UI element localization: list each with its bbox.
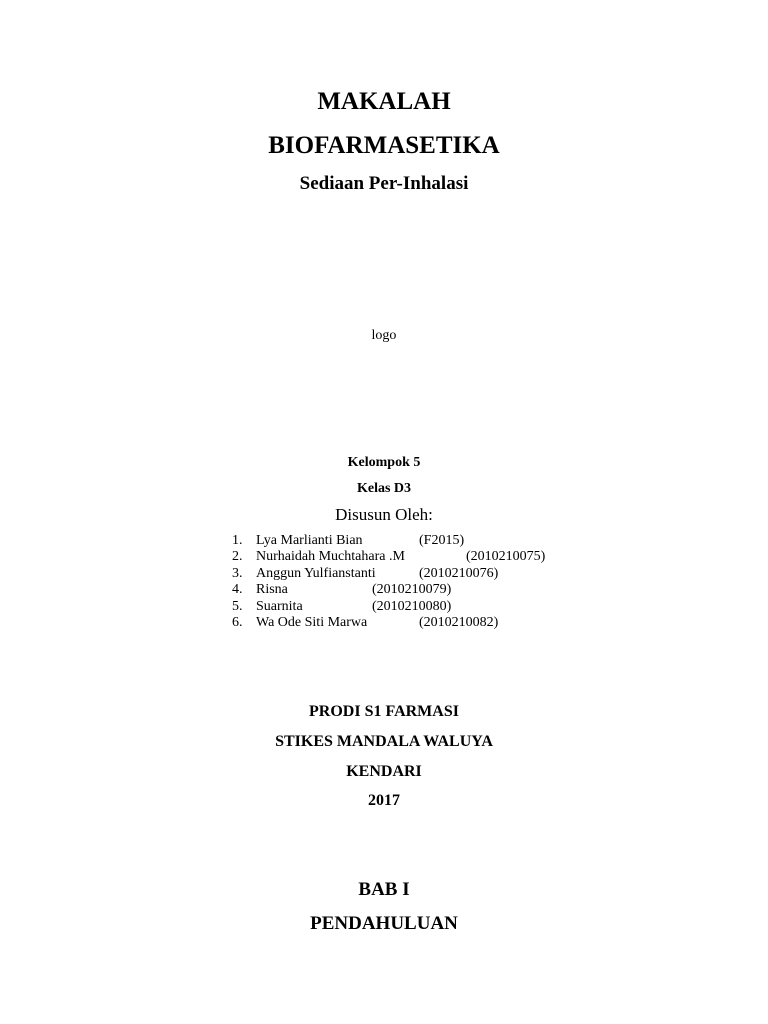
member-id: (2010210080) bbox=[372, 598, 452, 614]
study-program: PRODI S1 FARMASI bbox=[309, 703, 459, 720]
member-id: (F2015) bbox=[419, 533, 465, 548]
member-name: Nurhaidah Muchtahara .M bbox=[256, 549, 405, 565]
member-name: Anggun Yulfianstanti bbox=[256, 565, 376, 581]
institution-name: STIKES MANDALA WALUYA bbox=[275, 733, 493, 750]
compiled-by-label: Disusun Oleh: bbox=[335, 505, 433, 524]
year-label: 2017 bbox=[368, 792, 400, 809]
member-id: (2010210079) bbox=[372, 582, 452, 598]
member-name: Risna bbox=[256, 582, 288, 598]
logo-placeholder: logo bbox=[371, 328, 397, 343]
document-subject: BIOFARMASETIKA bbox=[268, 132, 500, 159]
member-id: (2010210076) bbox=[419, 565, 499, 581]
chapter-title: PENDAHULUAN bbox=[310, 913, 458, 934]
member-name: Lya Marlianti Bian bbox=[256, 533, 363, 548]
city-name: KENDARI bbox=[346, 763, 422, 780]
member-number: 5. bbox=[232, 598, 243, 614]
member-number: 1. bbox=[232, 533, 243, 548]
member-number: 4. bbox=[232, 582, 243, 598]
member-id: (2010210075) bbox=[466, 549, 546, 565]
member-number: 3. bbox=[232, 565, 243, 581]
group-label: Kelompok 5 bbox=[347, 455, 421, 470]
member-number: 2. bbox=[232, 549, 243, 565]
member-name: Suarnita bbox=[256, 598, 303, 614]
class-label: Kelas D3 bbox=[356, 481, 412, 496]
chapter-number: BAB I bbox=[358, 879, 410, 900]
document-subtitle: Sediaan Per-Inhalasi bbox=[299, 173, 469, 194]
member-id: (2010210082) bbox=[419, 614, 499, 630]
member-number: 6. bbox=[232, 614, 243, 630]
document-title: MAKALAH bbox=[317, 88, 451, 115]
member-name: Wa Ode Siti Marwa bbox=[256, 614, 368, 630]
